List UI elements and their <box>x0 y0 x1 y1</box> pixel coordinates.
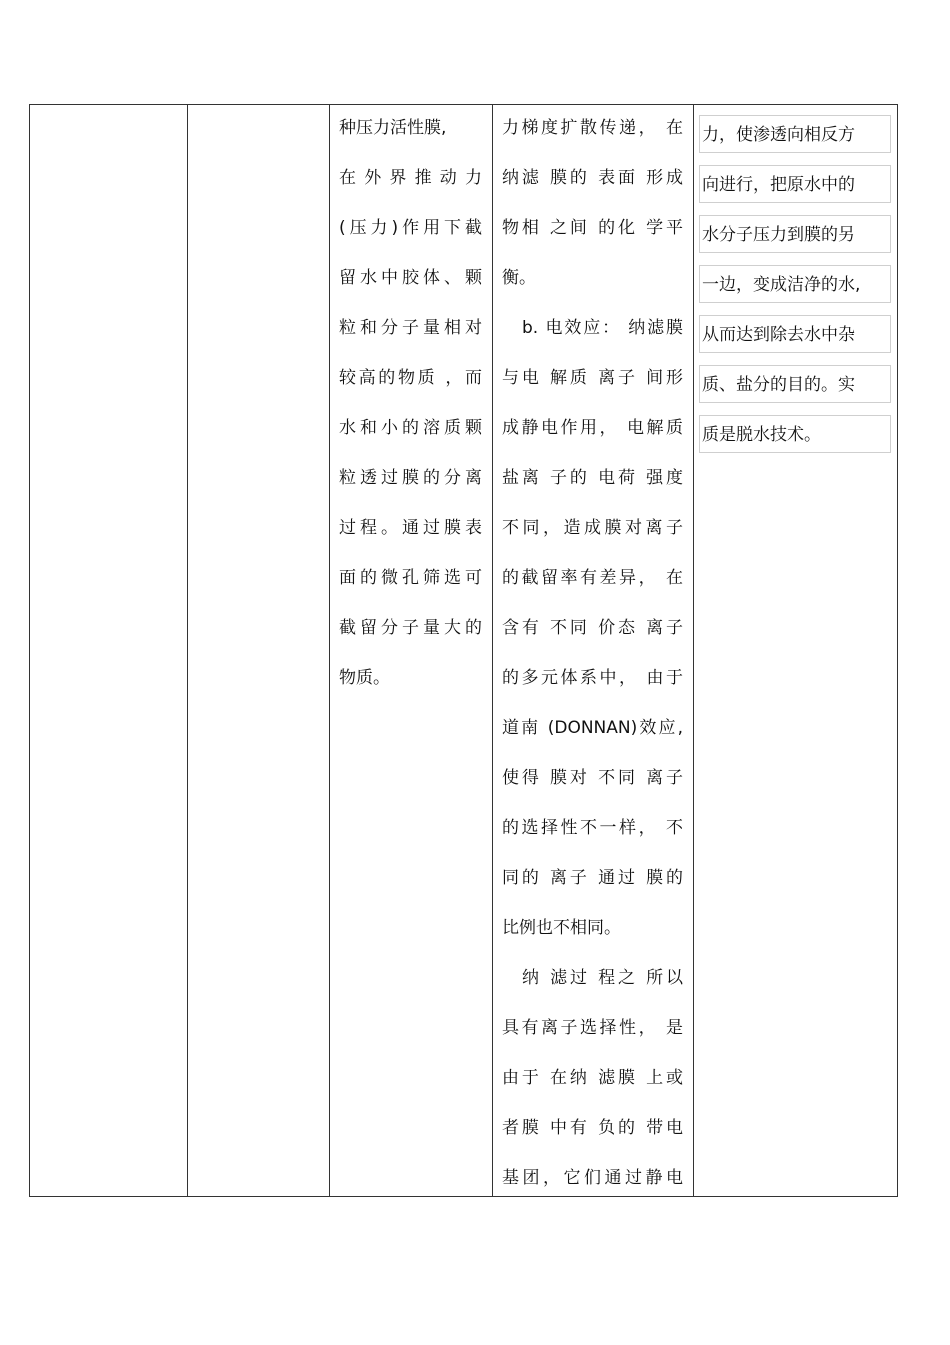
text-line: 截留分子量大的 <box>339 618 482 638</box>
text-line: 留水中胶体、颗 <box>339 268 482 288</box>
text-line: 向进行，把原水中的 <box>702 175 855 195</box>
text-line: 不同，造成膜对离子 <box>502 518 683 538</box>
content-table <box>29 104 898 1197</box>
text-line: 较高的物质 ，而 <box>339 368 482 388</box>
table-cell-col4 <box>502 105 683 1196</box>
text-line: 一边，变成洁净的水, <box>702 275 861 295</box>
text-line: 过程。通过膜表 <box>339 518 482 538</box>
text-line: 由于 在纳 滤膜 上或 <box>502 1068 683 1088</box>
table-cell-col1 <box>30 105 187 1196</box>
text-line: 的选择性不一样， 不 <box>502 818 683 838</box>
text-line: 水和小的溶质颗 <box>339 418 482 438</box>
text-line: 种压力活性膜, <box>339 118 447 138</box>
text-line-box <box>699 215 891 253</box>
column-divider <box>492 105 493 1196</box>
text-line-box <box>699 415 891 453</box>
text-line: 成静电作用， 电解质 <box>502 418 683 438</box>
text-line: 面的微孔筛选可 <box>339 568 482 588</box>
text-line: 盐离 子的 电荷 强度 <box>502 468 683 488</box>
text-line-box <box>699 115 891 153</box>
text-line: 使得 膜对 不同 离子 <box>502 768 683 788</box>
text-line: 衡。 <box>502 268 536 288</box>
text-line: 质是脱水技术。 <box>702 425 821 445</box>
text-line: 含有 不同 价态 离子 <box>502 618 683 638</box>
text-line: 物相 之间 的化 学平 <box>502 218 683 238</box>
text-line: 具有离子选择性， 是 <box>502 1018 683 1038</box>
text-line: (压力)作用下截 <box>339 218 482 238</box>
text-line: 质、盐分的目的。实 <box>702 375 855 395</box>
text-line-box <box>699 165 891 203</box>
text-line: 的截留率有差异， 在 <box>502 568 683 588</box>
text-line: 在外界推动力 <box>339 168 482 188</box>
text-line: 纳滤 膜的 表面 形成 <box>502 168 683 188</box>
text-line: 物质。 <box>339 668 390 688</box>
text-line-box <box>699 365 891 403</box>
text-line: 同的 离子 通过 膜的 <box>502 868 683 888</box>
text-line: 比例也不相同。 <box>502 918 621 938</box>
text-line: 水分子压力到膜的另 <box>702 225 855 245</box>
text-line: 粒透过膜的分离 <box>339 468 482 488</box>
text-line: 道南 (DONNAN)效应, <box>502 718 683 738</box>
text-line-box <box>699 315 891 353</box>
text-line: 从而达到除去水中杂 <box>702 325 855 345</box>
table-cell-col5 <box>694 105 898 1196</box>
text-line: 纳 滤过 程之 所以 <box>522 968 683 988</box>
text-line: b. 电效应： 纳滤膜 <box>522 318 683 338</box>
table-cell-col3 <box>339 105 482 1196</box>
text-line-box <box>699 265 891 303</box>
text-line: 力梯度扩散传递， 在 <box>502 118 683 138</box>
column-divider <box>329 105 330 1196</box>
text-line: 的多元体系中， 由于 <box>502 668 683 688</box>
text-line: 者膜 中有 负的 带电 <box>502 1118 683 1138</box>
text-line: 与电 解质 离子 间形 <box>502 368 683 388</box>
table-cell-col2 <box>188 105 329 1196</box>
text-line: 力，使渗透向相反方 <box>702 125 855 145</box>
text-line: 粒和分子量相对 <box>339 318 482 338</box>
text-line: 基团，它们通过静电 <box>502 1168 683 1188</box>
